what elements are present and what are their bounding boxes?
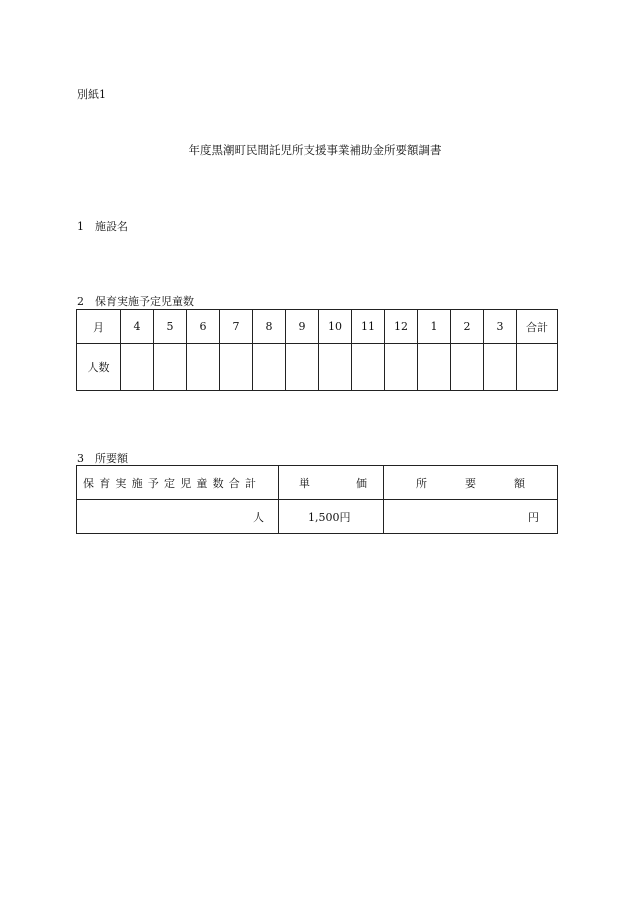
month-cell: 4 xyxy=(121,310,154,344)
section-number: 3 xyxy=(77,452,84,465)
month-cell: 6 xyxy=(187,310,220,344)
table-header-row xyxy=(77,466,558,500)
count-input-cell[interactable] xyxy=(220,344,253,391)
count-input-cell[interactable] xyxy=(418,344,451,391)
count-input-cell[interactable] xyxy=(385,344,418,391)
required-amount-header-part: 額 xyxy=(514,476,525,490)
required-amount-cell[interactable] xyxy=(384,500,558,534)
document-title: 年度黒潮町民間託児所支援事業補助金所要額調書 xyxy=(188,143,442,157)
count-input-cell[interactable] xyxy=(253,344,286,391)
people-unit: 人 xyxy=(253,510,264,524)
section-label: 保育実施予定児童数 xyxy=(95,295,194,308)
month-cell: 5 xyxy=(154,310,187,344)
count-input-cell[interactable] xyxy=(286,344,319,391)
yen-unit: 円 xyxy=(528,510,539,524)
count-input-cell[interactable] xyxy=(121,344,154,391)
required-amount-table xyxy=(76,465,558,534)
section-label: 施設名 xyxy=(95,220,128,233)
total-input-cell[interactable] xyxy=(517,344,558,391)
required-amount-header-part: 要 xyxy=(465,476,476,490)
required-amount-header-part: 所 xyxy=(416,476,427,490)
count-input-cell[interactable] xyxy=(319,344,352,391)
count-input-cell[interactable] xyxy=(352,344,385,391)
section-label: 所要額 xyxy=(95,452,128,465)
count-input-cell[interactable] xyxy=(484,344,517,391)
unit-price-value: 1,500円 xyxy=(279,500,384,534)
total-header: 合計 xyxy=(517,310,558,344)
month-header: 月 xyxy=(77,310,121,344)
month-cell: 12 xyxy=(385,310,418,344)
month-cell: 8 xyxy=(253,310,286,344)
unit-price-header-part: 単 xyxy=(299,476,310,490)
table-header-row xyxy=(77,310,558,344)
section-number: 2 xyxy=(77,295,84,308)
children-total-cell[interactable] xyxy=(77,500,279,534)
month-cell: 10 xyxy=(319,310,352,344)
section-children-count xyxy=(77,293,194,309)
month-cell: 1 xyxy=(418,310,451,344)
unit-price-header xyxy=(279,466,384,500)
row-label-people: 人数 xyxy=(77,344,121,391)
children-total-header: 保育実施予定児童数合計 xyxy=(77,466,279,500)
table-row xyxy=(77,500,558,534)
form-number: 別紙1 xyxy=(77,88,106,101)
month-cell: 3 xyxy=(484,310,517,344)
section-required-amount xyxy=(77,450,128,466)
month-cell: 2 xyxy=(451,310,484,344)
count-input-cell[interactable] xyxy=(451,344,484,391)
count-input-cell[interactable] xyxy=(187,344,220,391)
month-cell: 11 xyxy=(352,310,385,344)
children-count-table xyxy=(76,309,558,391)
month-cell: 9 xyxy=(286,310,319,344)
required-amount-header xyxy=(384,466,558,500)
count-input-cell[interactable] xyxy=(154,344,187,391)
month-cell: 7 xyxy=(220,310,253,344)
section-facility-name xyxy=(77,218,128,234)
unit-price-header-part: 価 xyxy=(356,476,367,490)
table-row xyxy=(77,344,558,391)
section-number: 1 xyxy=(77,220,84,233)
